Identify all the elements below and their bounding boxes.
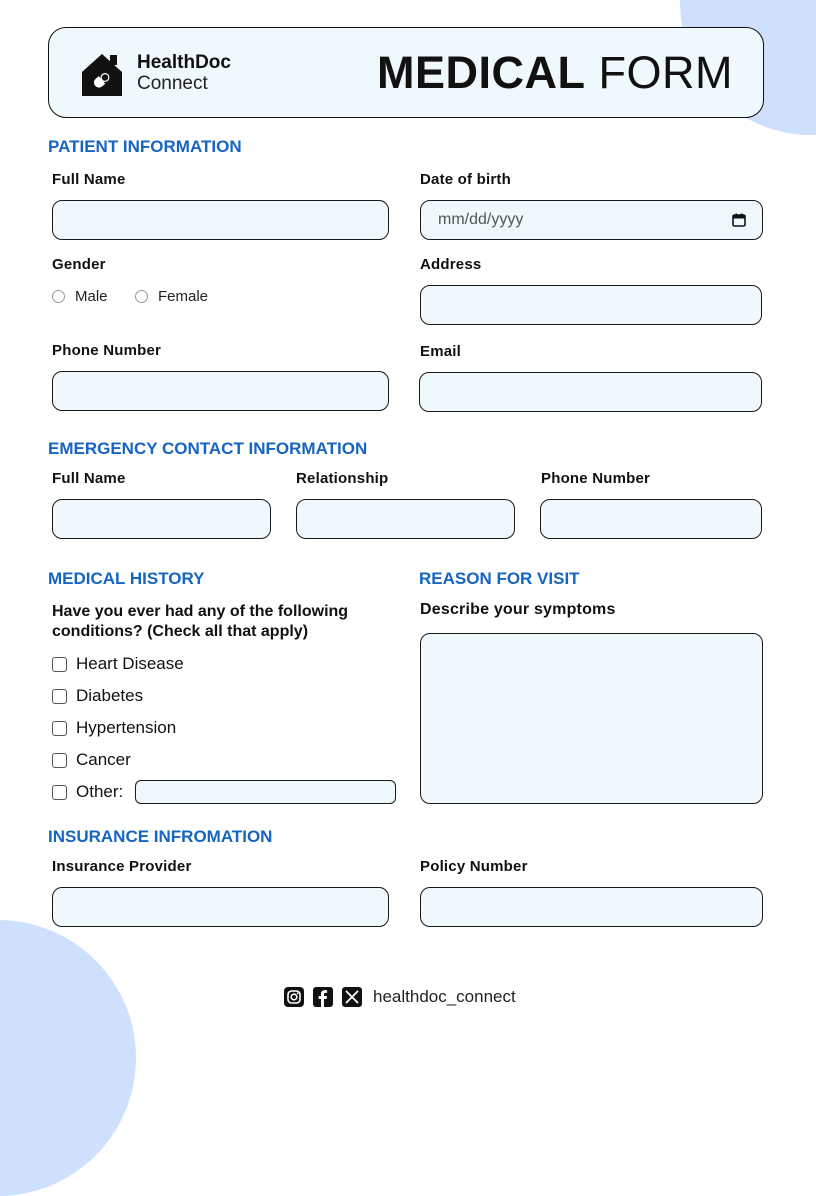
page-title: [377, 48, 733, 98]
checkbox[interactable]: [52, 721, 67, 736]
symptoms-label: Describe your symptoms: [420, 601, 616, 618]
emergency-full-name-label: Full Name: [52, 470, 126, 487]
emergency-phone-label: Phone Number: [541, 470, 651, 487]
patient-full-name-label: Full Name: [52, 171, 126, 188]
decorative-blob-bottom-left: [0, 920, 136, 1196]
policy-number-label: Policy Number: [420, 858, 528, 875]
social-footer: [284, 987, 516, 1007]
insurance-provider-input[interactable]: [52, 887, 389, 927]
section-reason-for-visit: REASON FOR VISIT: [419, 569, 580, 588]
symptoms-textarea[interactable]: [420, 633, 763, 804]
other-condition-input[interactable]: [135, 780, 396, 804]
condition-label: Hypertension: [76, 718, 177, 737]
patient-full-name-input[interactable]: [52, 200, 389, 240]
radio-circle[interactable]: [135, 290, 148, 303]
address-label: Address: [420, 256, 482, 273]
email-label: Email: [420, 343, 462, 360]
insurance-provider-label: Insurance Provider: [52, 858, 192, 875]
condition-other[interactable]: [52, 782, 123, 802]
emergency-full-name-input[interactable]: [52, 499, 271, 539]
social-handle[interactable]: healthdoc_connect: [373, 987, 516, 1006]
condition-label: Other:: [76, 782, 124, 801]
section-medical-history: MEDICAL HISTORY: [48, 569, 205, 588]
calendar-icon[interactable]: [732, 213, 746, 227]
x-icon[interactable]: [342, 987, 362, 1007]
gender-option-label: Female: [158, 288, 209, 305]
condition-label: Heart Disease: [76, 654, 184, 673]
dob-placeholder: mm/dd/yyyy: [438, 211, 524, 228]
title-light: FORM: [598, 47, 733, 98]
condition-label: Diabetes: [76, 686, 144, 705]
condition-diabetes[interactable]: [52, 686, 143, 706]
checkbox[interactable]: [52, 753, 67, 768]
address-input[interactable]: [420, 285, 762, 325]
radio-circle[interactable]: [52, 290, 65, 303]
gender-radio-female[interactable]: [135, 288, 208, 305]
form-header: [48, 27, 764, 118]
gender-option-label: Male: [75, 288, 108, 305]
brand-line-1: HealthDoc: [137, 52, 231, 73]
gender-radio-male[interactable]: [52, 288, 108, 305]
gender-label: Gender: [52, 256, 106, 273]
facebook-icon[interactable]: [313, 987, 333, 1007]
phone-input[interactable]: [52, 371, 389, 411]
checkbox[interactable]: [52, 657, 67, 672]
relationship-label: Relationship: [296, 470, 389, 487]
policy-number-input[interactable]: [420, 887, 763, 927]
section-emergency-contact: EMERGENCY CONTACT INFORMATION: [48, 439, 368, 458]
instagram-icon[interactable]: [284, 987, 304, 1007]
section-insurance-information: INSURANCE INFROMATION: [48, 827, 273, 846]
checkbox[interactable]: [52, 689, 67, 704]
dob-input[interactable]: [420, 200, 763, 240]
house-medical-icon: [79, 50, 125, 98]
checkbox[interactable]: [52, 785, 67, 800]
title-bold: MEDICAL: [377, 47, 586, 98]
condition-hypertension[interactable]: [52, 718, 176, 738]
condition-heart-disease[interactable]: [52, 654, 184, 674]
brand-line-2: Connect: [137, 73, 208, 94]
email-input[interactable]: [419, 372, 762, 412]
emergency-phone-input[interactable]: [540, 499, 762, 539]
dob-label: Date of birth: [420, 171, 511, 188]
brand-name: [137, 52, 231, 94]
relationship-input[interactable]: [296, 499, 515, 539]
condition-cancer[interactable]: [52, 750, 131, 770]
condition-label: Cancer: [76, 750, 131, 769]
phone-label: Phone Number: [52, 342, 162, 359]
section-patient-information: PATIENT INFORMATION: [48, 137, 242, 156]
conditions-question: Have you ever had any of the following conditions? (Check all that apply): [52, 603, 349, 640]
